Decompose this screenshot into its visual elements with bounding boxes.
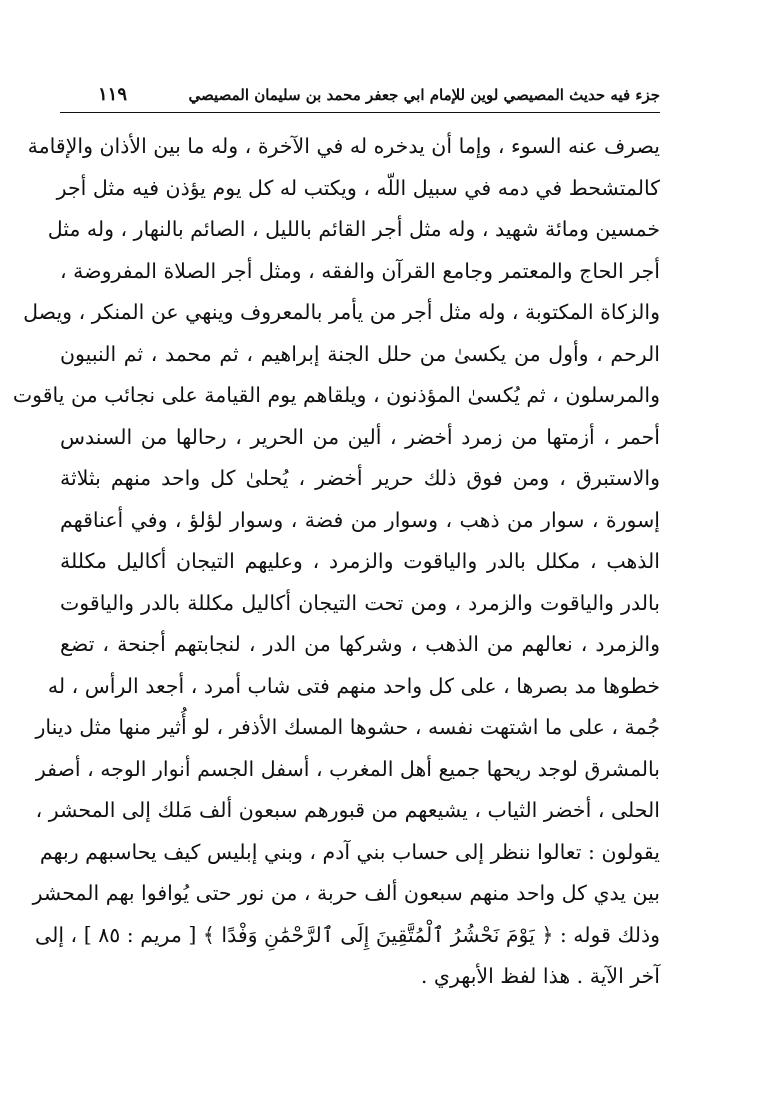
page-number: ١١٩ <box>98 84 128 105</box>
body-text <box>12 126 660 998</box>
text-line: الحلى ، أخضر الثياب ، يشيعهم من قبورهم سبعون ألف مَلك إلى المحشر ، <box>35 798 660 822</box>
text-line: الرحم ، وأول من يكسىٰ من حلل الجنة إبراهيم ، ثم محمد ، ثم النبيون <box>60 341 660 366</box>
text-line: الذهب ، مكلل بالدر والياقوت والزمرد ، وعليهم التيجان أكاليل مكللة <box>60 549 660 573</box>
text-line: إسورة ، سوار من ذهب ، وسوار من فضة ، وسوار لؤلؤ ، وفي أعناقهم <box>60 507 660 532</box>
text-line: بالمشرق لوجد ريحها جميع أهل المغرب ، أسفل الجسم أنوار الوجه ، أصفر <box>35 756 660 781</box>
text-line: بالدر والياقوت والزمرد ، ومن تحت التيجان أكاليل مكللة بالدر والياقوت <box>60 590 660 615</box>
text-line-quran-verse: وذلك قوله : ﴿ يَوْمَ نَحْشُرُ ٱلْمُتَّقِينَ إِلَى ٱلرَّحْمَٰنِ وَفْدًا ﴾ [ مريم : ٨٥ ] ، إلى <box>35 922 660 947</box>
text-line: يقولون : تعالوا ننظر إلى حساب بني آدم ، وبني إبليس كيف يحاسبهم ربهم <box>39 839 660 864</box>
text-line: أجر الحاج والمعتمر وجامع القرآن والفقه ، ومثل أجر الصلاة المفروضة ، <box>60 258 660 283</box>
text-line-final: آخر الآية . هذا لفظ الأبهري . <box>420 964 660 988</box>
text-line: جُمة ، على ما اشتهت نفسه ، حشوها المسك الأذفر ، لو أُثير منها مثل دينار <box>35 715 660 739</box>
text-line: يصرف عنه السوء ، وإما أن يدخره له في الآخرة ، وله ما بين الأذان والإقامة <box>27 134 660 158</box>
text-line: بين يدي كل واحد منهم سبعون ألف حربة ، من نور حتى يُوافوا بهم المحشر <box>32 881 660 905</box>
text-line: خطوها مد بصرها ، على كل واحد منهم فتى شاب أمرد ، أجعد الرأس ، له <box>47 673 660 698</box>
text-line: والزكاة المكتوبة ، وله مثل أجر من يأمر بالمعروف وينهي عن المنكر ، ويصل <box>23 300 660 324</box>
text-line: والمرسلون ، ثم يُكسىٰ المؤذنون ، ويلقاهم يوم القيامة على نجائب من ياقوت <box>12 383 660 407</box>
text-line: والاستبرق ، ومن فوق ذلك حرير أخضر ، يُحلىٰ كل واحد منهم بثلاثة <box>60 466 660 490</box>
text-line: كالمتشحط في دمه في سبيل اللّه ، ويكتب له كل يوم يؤذن فيه مثل أجر <box>56 175 660 200</box>
text-line: والزمرد ، نعالهم من الذهب ، وشركها من الدر ، لنجابتهم أجنحة ، تضع <box>60 632 660 656</box>
header-rule <box>60 112 660 113</box>
header-title: جزء فيه حديث المصيصي لوين للإمام ابي جعفر محمد بن سليمان المصيصي <box>188 86 660 104</box>
text-line: خمسين ومائة شهيد ، وله مثل أجر القائم بالليل ، الصائم بالنهار ، وله مثل <box>47 217 660 241</box>
text-line: أحمر ، أزمتها من زمرد أخضر ، ألين من الحرير ، رحالها من السندس <box>60 424 660 449</box>
running-header <box>60 86 660 110</box>
